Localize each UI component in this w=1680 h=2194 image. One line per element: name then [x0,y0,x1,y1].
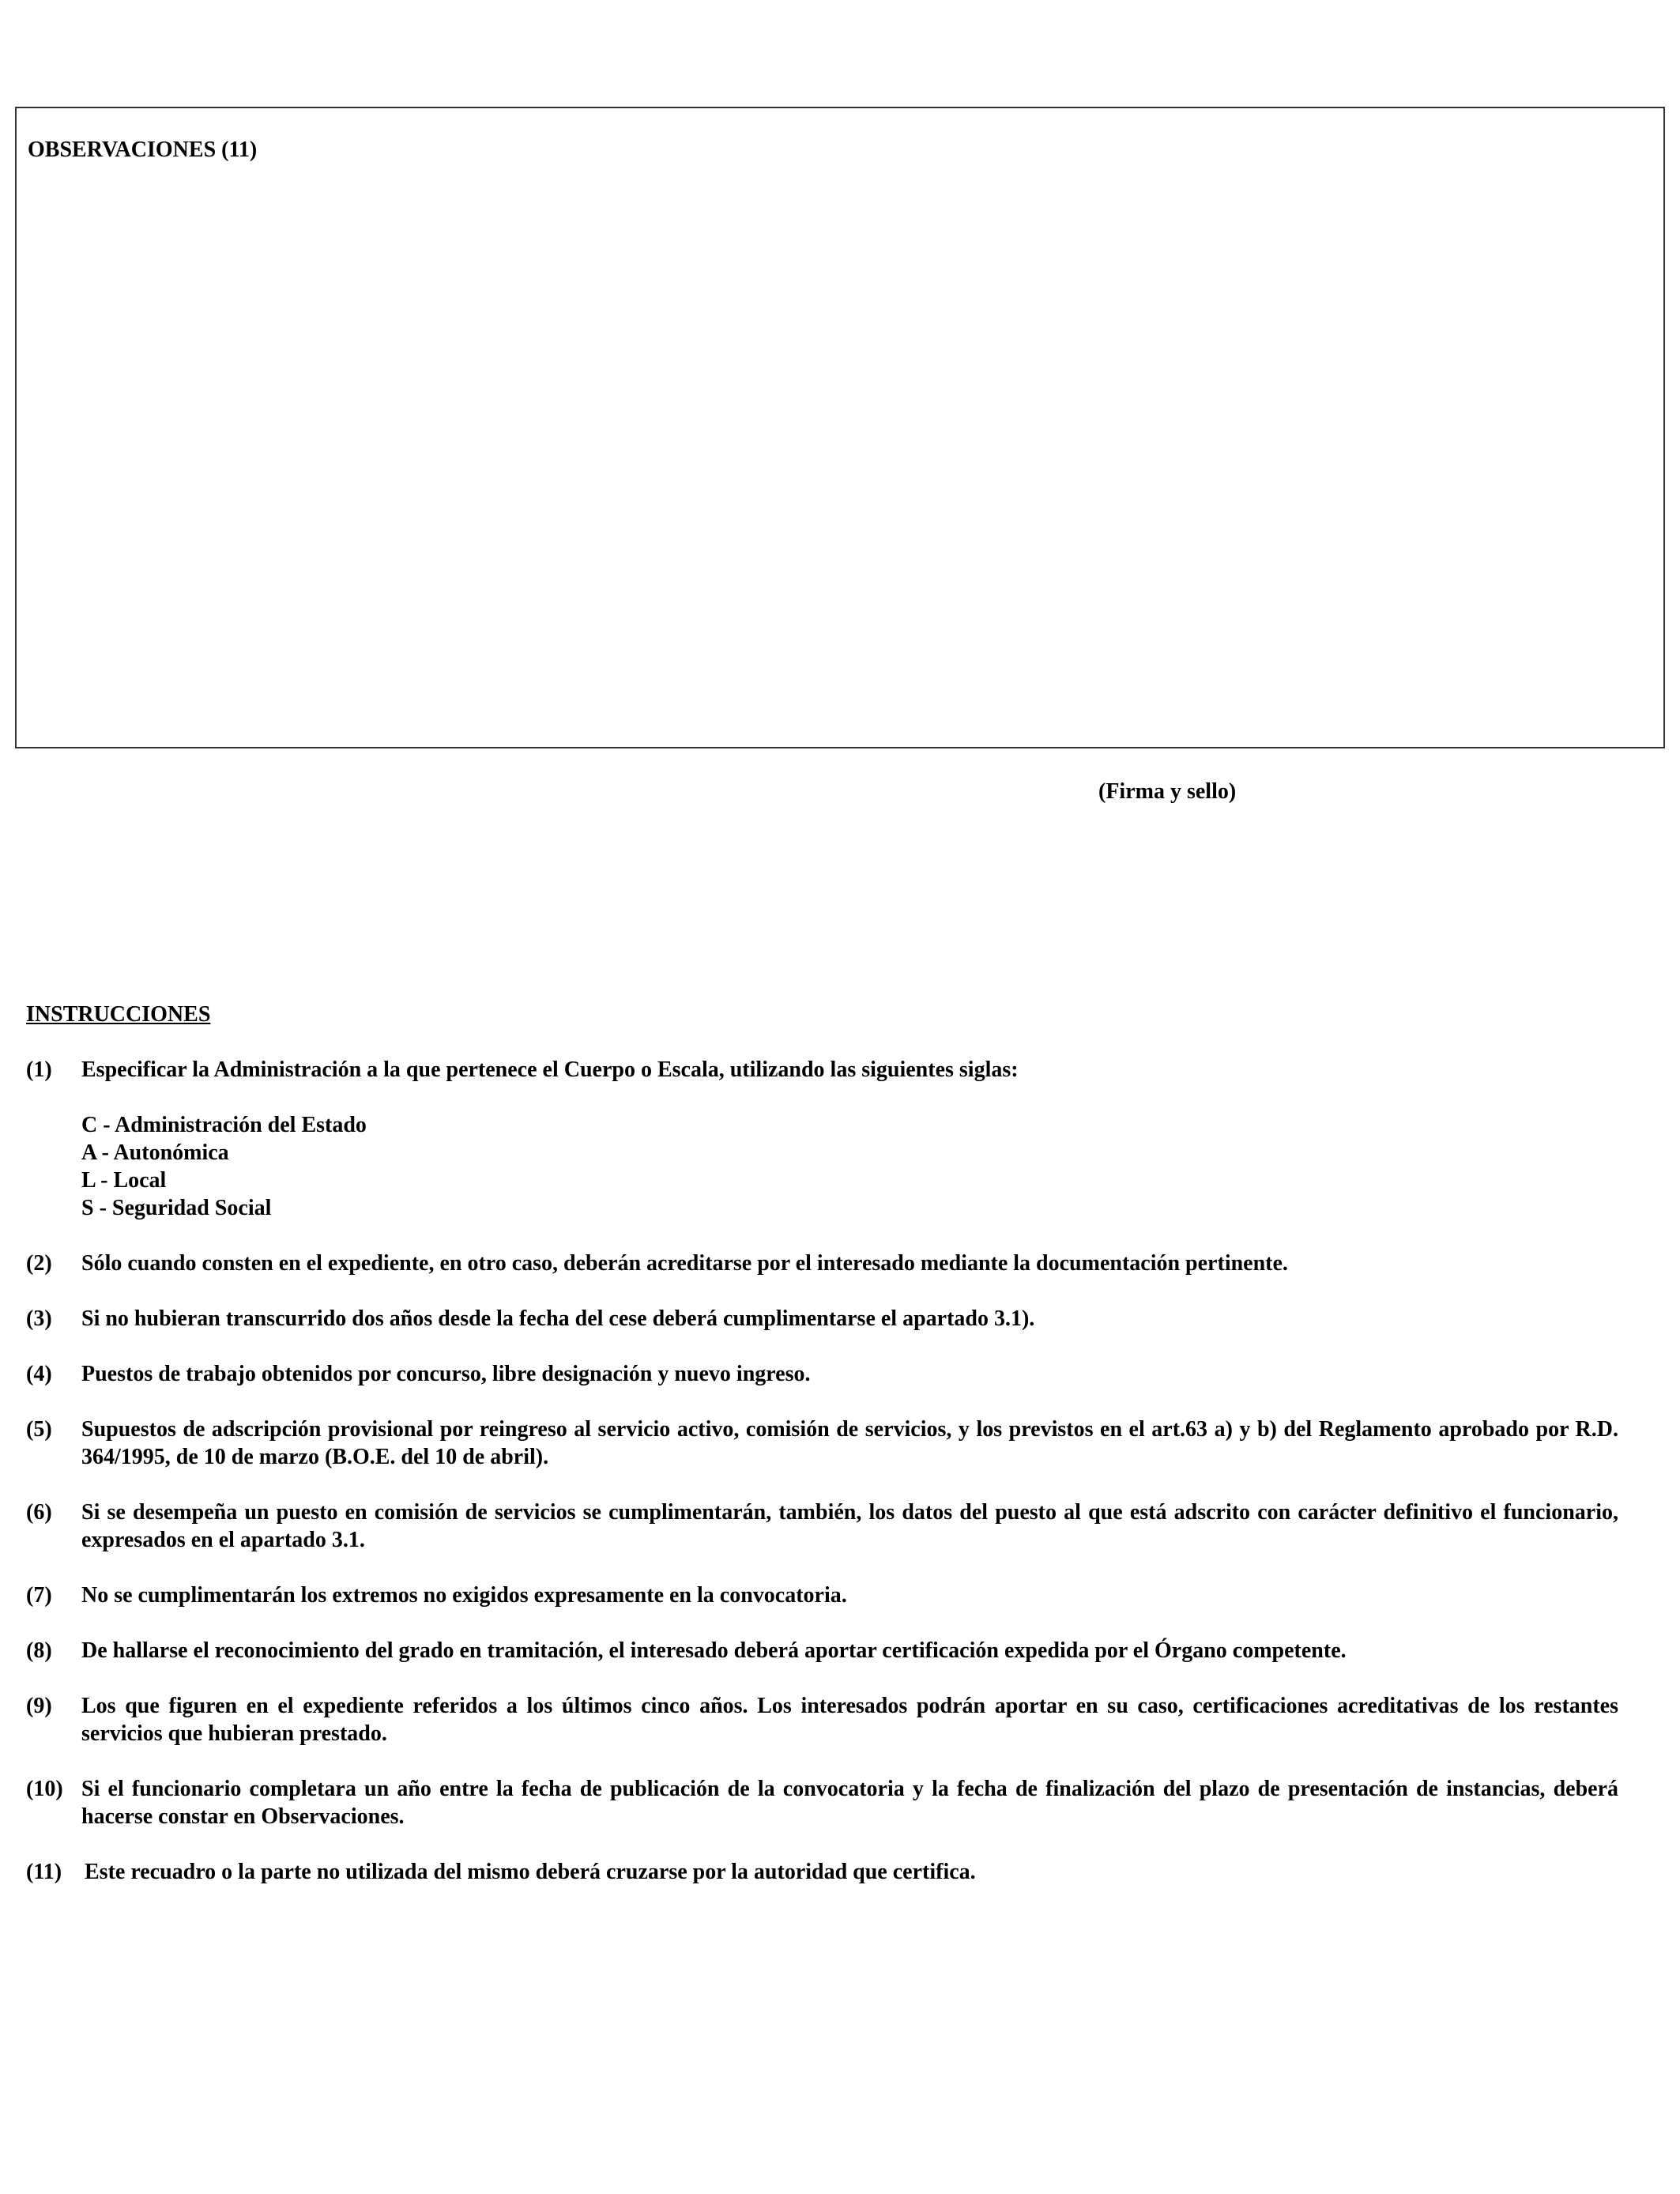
instruction-text: Especificar la Administración a la que pertenece el Cuerpo o Escala, utilizando las siguientes siglas: [81,1057,1019,1082]
instruction-text: Si el funcionario completara un año entre la fecha de publicación de la convocatoria y la fecha de finalización del plazo de presentación de instancias, deberá hacerse constar en Observaciones. [81,1777,1618,1829]
sigla-item: C - Administración del Estado [81,1113,367,1137]
instruction-item-2 [26,1250,1618,1277]
instruction-number: (5) [26,1417,52,1442]
instruction-item-10 [26,1775,1618,1830]
instruction-item-5 [26,1416,1618,1471]
instruction-number: (11) [26,1860,62,1884]
instruction-number: (10) [26,1777,63,1801]
instruction-number: (7) [26,1583,52,1608]
instructions-section [26,1001,1618,1913]
instruction-item-3 [26,1305,1618,1333]
instruction-text: No se cumplimentarán los extremos no exigidos expresamente en la convocatoria. [81,1583,847,1608]
instruction-item-4 [26,1360,1618,1388]
instruction-item-1 [26,1056,1618,1084]
instruction-text: Los que figuren en el expediente referidos a los últimos cinco años. Los interesados podrán aportar en su caso, certificaciones acreditativas de los restantes servicios que hubieran prestado. [81,1694,1618,1746]
instructions-title: INSTRUCCIONES [26,1002,211,1027]
instruction-number: (3) [26,1306,52,1331]
instruction-text: Si se desempeña un puesto en comisión de servicios se cumplimentarán, también, los datos del puesto al que está adscrito con carácter definitivo el funcionario, expresados en el apartado 3.1. [81,1500,1618,1552]
observaciones-box [15,107,1665,748]
instruction-number: (1) [26,1057,52,1082]
siglas-list [81,1111,1618,1222]
instruction-item-7 [26,1581,1618,1609]
instruction-item-6 [26,1498,1618,1554]
instruction-text: De hallarse el reconocimiento del grado en tramitación, el interesado deberá aportar certificación expedida por el Órgano competente. [81,1638,1347,1663]
instruction-text: Puestos de trabajo obtenidos por concurso, libre designación y nuevo ingreso. [81,1362,811,1386]
instruction-text: Sólo cuando consten en el expediente, en otro caso, deberán acreditarse por el interesado mediante la documentación pertinente. [81,1251,1288,1276]
instruction-number: (4) [26,1362,52,1386]
observaciones-title: OBSERVACIONES (11) [28,138,258,162]
sigla-item: L - Local [81,1168,167,1193]
instruction-item-9 [26,1692,1618,1747]
instruction-item-11 [26,1858,1618,1886]
instruction-number: (9) [26,1694,52,1718]
instruction-number: (6) [26,1500,52,1525]
instruction-number: (2) [26,1251,52,1276]
instruction-text: Este recuadro o la parte no utilizada del mismo deberá cruzarse por la autoridad que certifica. [85,1860,976,1884]
sigla-item: A - Autonómica [81,1140,229,1165]
instruction-number: (8) [26,1638,52,1663]
instruction-item-8 [26,1637,1618,1664]
instruction-text: Supuestos de adscripción provisional por reingreso al servicio activo, comisión de servicios, y los previstos en el art.63 a) y b) del Reglamento aprobado por R.D. 364/1995, de 10 de marzo (B.O.E. del 10 de abril). [81,1417,1618,1469]
instruction-text: Si no hubieran transcurrido dos años desde la fecha del cese deberá cumplimentarse el apartado 3.1). [81,1306,1035,1331]
signature-label: (Firma y sello) [1098,779,1237,804]
sigla-item: S - Seguridad Social [81,1196,272,1220]
